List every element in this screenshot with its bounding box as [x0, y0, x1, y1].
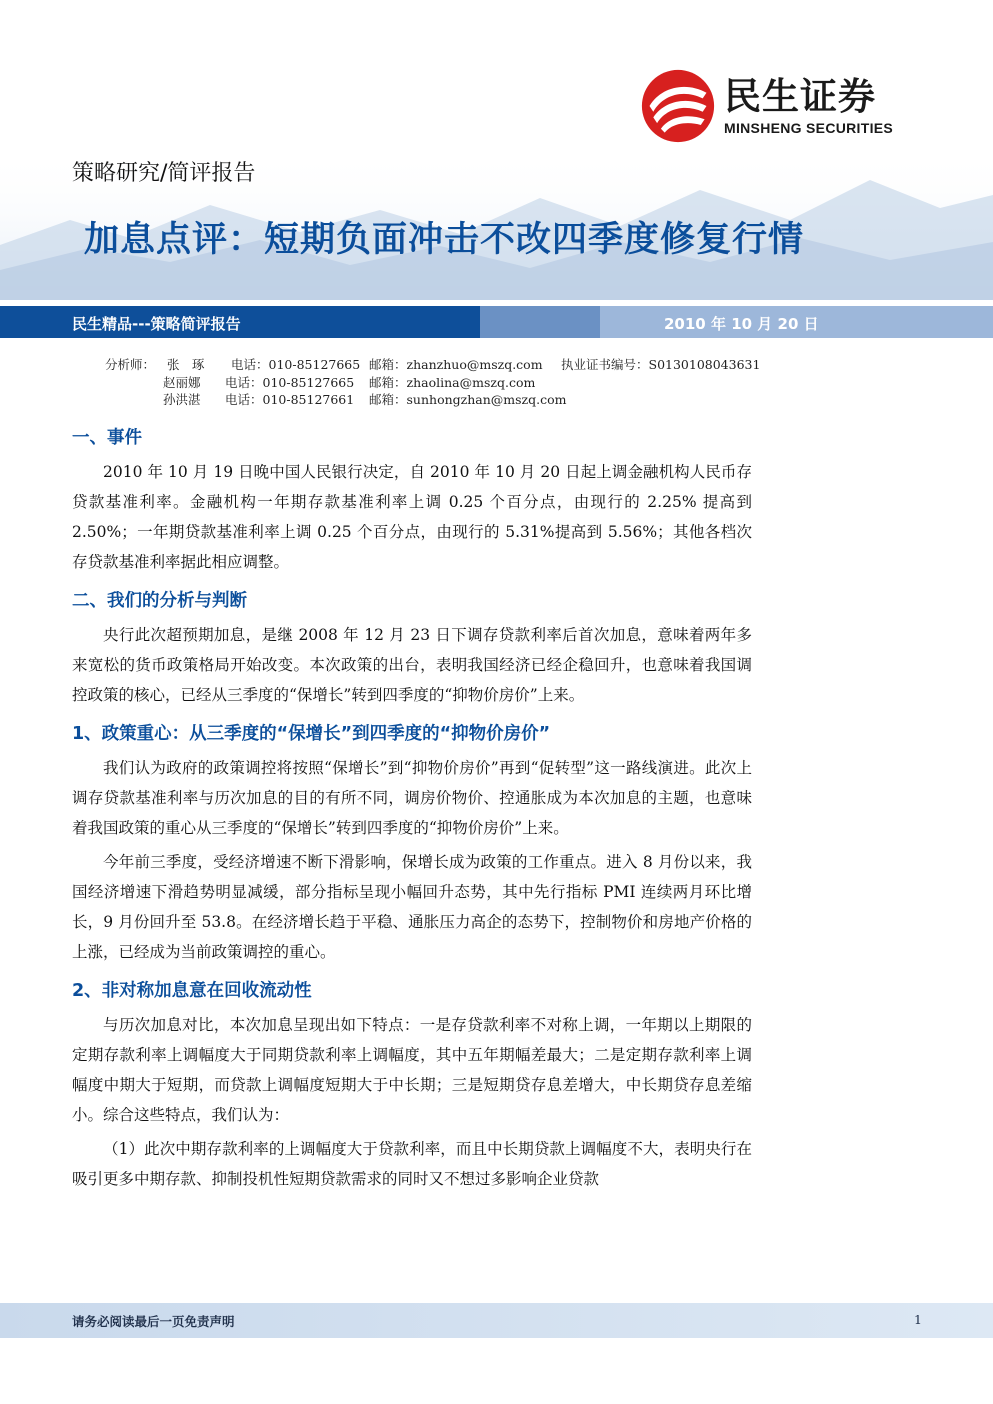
brand-name-cn: 民生证券: [724, 75, 876, 118]
subsection-heading-asymmetric-hike: 2、非对称加息意在回收流动性: [72, 981, 312, 1001]
policy-focus-paragraph-1: 我们认为政府的政策调控将按照“保增长”到“抑物价房价”再到“促转型”这一路线演进。此次上调存贷款基准利率与历次加息的目的有所不同，调房价物价、控通胀成为本次加息的主题，也意味着我国政策的重心从三季度的“保增长”转到四季度的“抑物价房价”上来。: [72, 759, 752, 837]
analyst-name: 张 琢: [167, 357, 205, 372]
analyst-name: 赵丽娜: [163, 374, 201, 390]
analyst-phone: 电话：010-85127665: [225, 374, 355, 390]
page-title: 加息点评：短期负面冲击不改四季度修复行情: [84, 220, 805, 260]
page-footer: [0, 1303, 993, 1338]
analyst-email: 邮箱：zhanzhuo@mszq.com: [369, 357, 543, 372]
subsection-heading-policy-focus: 1、政策重心：从三季度的“保增长”到四季度的“抑物价房价”: [72, 724, 551, 744]
event-paragraph: 2010 年 10 月 19 日晚中国人民银行决定，自 2010 年 10 月 20 日起上调金融机构人民币存贷款基准利率。金融机构一年期存款基准利率上调 0.25 个百分点，由现行的 2.25% 提高到 2.50%；一年期贷款基准利率上调 0.25 个百分点，由现行的 5.31%提高到 5.56%；其他各档次存贷款基准利率据此相应调整。: [72, 463, 752, 571]
title-banner: [0, 306, 993, 338]
analyst-email: 邮箱：zhaolina@mszq.com: [369, 374, 536, 390]
minsheng-logo-icon: [640, 68, 716, 144]
analyst-phone: 电话：010-85127665: [231, 357, 361, 372]
analyst-license: 执业证书编号：S0130108043631: [561, 357, 761, 372]
brand-name-en: MINSHENG SECURITIES: [724, 120, 894, 136]
page-number: 1: [914, 1312, 922, 1327]
asymmetric-hike-paragraph-2: （1）此次中期存款利率的上调幅度大于贷款利率，而且中长期贷款上调幅度不大，表明央行在吸引更多中期存款、抑制投机性短期贷款需求的同时又不想过多影响企业贷款: [72, 1140, 752, 1188]
brand-logo: [640, 66, 930, 146]
asymmetric-hike-paragraph-1: 与历次加息对比，本次加息呈现出如下特点：一是存贷款利率不对称上调，一年期以上期限的定期存款利率上调幅度大于同期贷款利率上调幅度，其中五年期幅差最大；二是定期存款利率上调幅度中期大于短期，而贷款上调幅度短期大于中长期；三是短期贷存息差增大，中长期贷存息差缩小。综合这些特点，我们认为：: [72, 1016, 752, 1124]
disclaimer-note: 请务必阅读最后一页免责声明: [72, 1314, 235, 1329]
analyst-email: 邮箱：sunhongzhan@mszq.com: [369, 392, 567, 407]
report-type: 策略研究/简评报告: [72, 161, 256, 186]
report-body: [72, 424, 752, 1194]
analyst-label: 分析师：: [105, 357, 156, 372]
analyst-name: 孙洪湛: [163, 392, 201, 407]
section-heading-event: 一、事件: [72, 428, 142, 448]
banner-series-label: 民生精品---策略简评报告: [72, 315, 241, 333]
analyst-phone: 电话：010-85127661: [225, 392, 355, 407]
section-heading-analysis: 二、我们的分析与判断: [72, 591, 247, 611]
report-date: 2010 年 10 月 20 日: [664, 315, 819, 333]
analysis-paragraph: 央行此次超预期加息，是继 2008 年 12 月 23 日下调存贷款利率后首次加息，意味着两年多来宽松的货币政策格局开始改变。本次政策的出台，表明我国经济已经企稳回升，也意味着我国调控政策的核心，已经从三季度的“保增长”转到四季度的“抑物价房价”上来。: [72, 626, 752, 704]
policy-focus-paragraph-2: 今年前三季度，受经济增速不断下滑影响，保增长成为政策的工作重点。进入 8 月份以来，我国经济增速下滑趋势明显减缓，部分指标呈现小幅回升态势，其中先行指标 PMI 连续两月环比增长，9 月份回升至 53.8。在经济增长趋于平稳、通胀压力高企的态势下，控制物价和房地产价格的上涨，已经成为当前政策调控的重心。: [72, 853, 752, 961]
